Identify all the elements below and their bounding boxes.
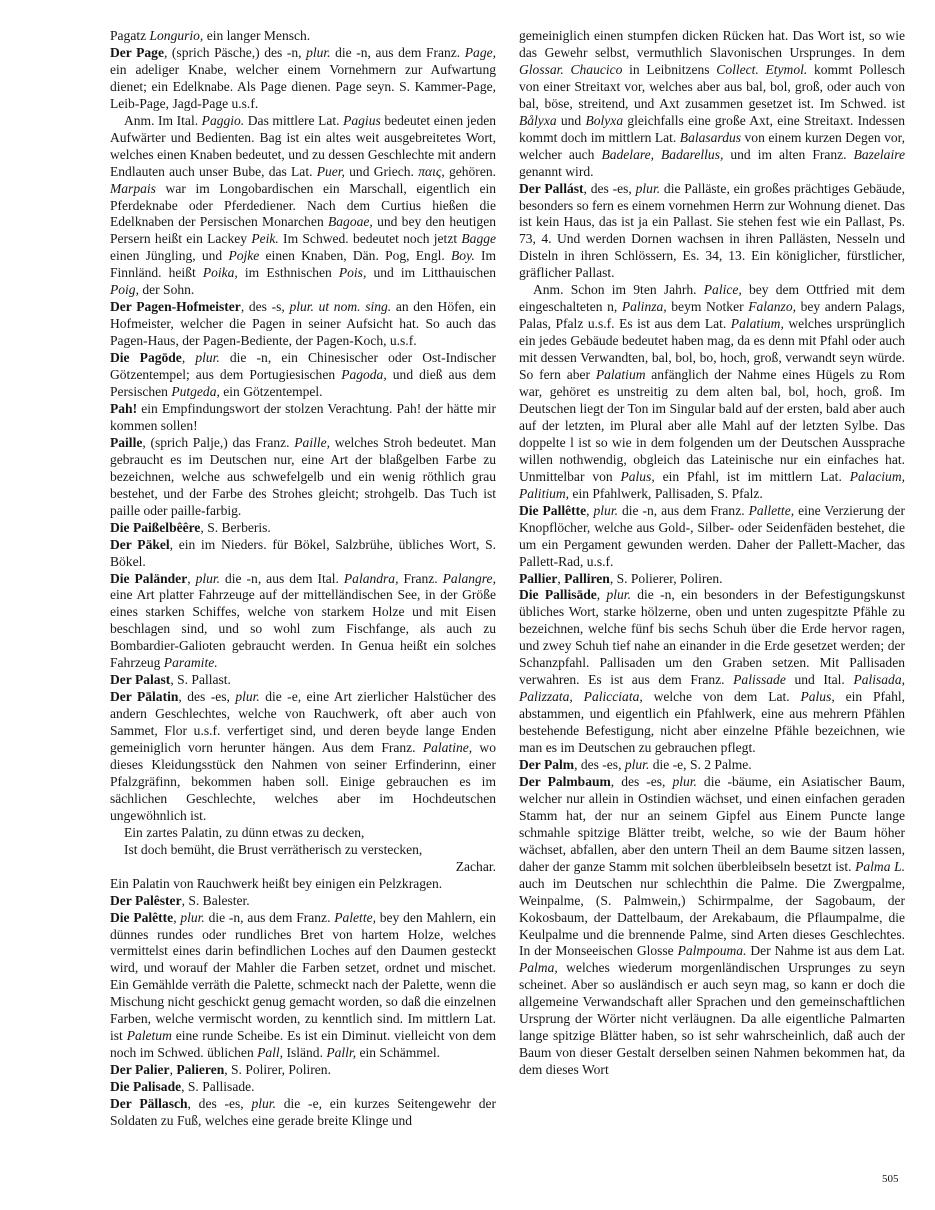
text-run: Der Nahme ist aus dem Lat. xyxy=(746,943,905,959)
dictionary-entry xyxy=(110,45,496,113)
text-run: die -n, ein Chinesischer oder Ost-Indischer Götzentempel; aus dem Portugiesischen xyxy=(110,350,496,383)
italic-term: Bazelaire xyxy=(853,146,905,162)
text-run: bey andern Palags, Palas, Pfalz u.s.f. Es ist aus dem Lat. xyxy=(519,299,905,332)
italic-term: Pallette, xyxy=(748,502,795,518)
italic-term: plur. xyxy=(672,773,697,789)
italic-term: Bolyxa xyxy=(585,112,624,128)
italic-term: Boy. xyxy=(451,248,475,264)
italic-term: plur. xyxy=(251,1096,276,1112)
text-run: Ist doch bemüht, die Brust verrätherisch zu verstecken, xyxy=(124,841,423,857)
text-run: gleichfalls eine große Axt, eine Streitaxt. Indessen kommt doch im mittlern Lat. xyxy=(519,112,906,145)
italic-term: Palatium, xyxy=(730,316,784,332)
headword: Die Paißelbêêre xyxy=(110,519,201,535)
text-run: Franz. xyxy=(398,570,443,586)
text-run: und bey den heutigen Persern heißt ein Lackey xyxy=(110,214,496,247)
italic-term: Pojke xyxy=(228,248,260,264)
dictionary-entry xyxy=(110,520,496,537)
dictionary-entry xyxy=(110,350,496,401)
headword: Die Pallisāde xyxy=(519,587,597,603)
italic-term: Palice, xyxy=(703,282,742,298)
text-run: bey dem Ottfried mit dem eingeschalteten n, xyxy=(519,282,906,315)
italic-term: plur. xyxy=(180,909,205,925)
text-run: von einem kurzen Degen vor, welcher auch xyxy=(519,129,906,162)
italic-term: plur. xyxy=(195,350,220,366)
italic-term: Palette, xyxy=(334,909,376,925)
italic-term: Palatium xyxy=(595,367,646,383)
text-run: und Ital. xyxy=(785,672,854,688)
etymology-note xyxy=(110,113,496,299)
headword: Der Pallást xyxy=(519,180,584,196)
dictionary-entry xyxy=(110,1079,496,1096)
text-run: und dieß aus dem Persischen xyxy=(110,367,497,400)
text-run: und Griech. xyxy=(344,163,419,179)
italic-term: Palacium, Palitium, xyxy=(519,468,905,501)
text-run: welches wiederum morgenländischen Ursprunges zu seyn scheinet. Aber so ausländisch er auch seyn mag, so kann er doch die allgemeine Verwandschaft aller Sprachen und den gemeinschaftlichen Ursprung der Wörter nicht verläugnen. Da alle eigentliche Palmarten lange spitzige Blätter haben, so ist sehr wahrscheinlich, daß auch der Baum von dieser Gestalt derselben seinen Nahmen bekommen hat, da dem dieses Wort xyxy=(519,960,905,1078)
italic-term: Palissade xyxy=(733,672,786,688)
headword: Der Palmbaum xyxy=(519,773,611,789)
text-run: ein Pfahl, ist im mittlern Lat. xyxy=(654,468,850,484)
headword: Paille xyxy=(110,434,143,450)
dictionary-entry xyxy=(110,537,496,571)
italic-term: Palus, xyxy=(800,689,835,705)
dictionary-entry xyxy=(110,672,496,689)
italic-term: Paille, xyxy=(294,434,331,450)
italic-term: παις xyxy=(418,163,442,179)
text-run: ein Empfindungswort der stolzen Verachtung. Pah! der hätte mir kommen sollen! xyxy=(110,400,496,433)
text-run: ein Pfahlwerk, Pallisaden, S. Pfalz. xyxy=(569,485,763,501)
dictionary-entry xyxy=(110,571,496,673)
text-run: und xyxy=(556,112,586,128)
text-run: beym Notker xyxy=(666,299,749,315)
italic-term: Paggio. xyxy=(201,112,245,128)
text-run: und im alten Franz. xyxy=(723,146,854,162)
text-run: ein Götzentempel. xyxy=(219,384,323,400)
dictionary-entry xyxy=(519,587,905,757)
text-run: , des -es, xyxy=(187,1096,252,1112)
quote-attribution xyxy=(110,859,496,876)
italic-term: Pagoda, xyxy=(341,367,387,383)
italic-term: plur. ut nom. sing. xyxy=(289,299,392,315)
headword: Der Pagen-Hofmeister xyxy=(110,299,241,315)
text-run: Pagatz xyxy=(110,28,150,43)
text-run: die -bäume, ein Asiatischer Baum, welcher nur allein in Ostindien wächset, und einen einfachen geraden Stamm hat, der nur an seinem Gipfel aus Einem Puncte lange schmahle spitzige Blätter treibt, welche, so wie der Baum höher wächset, abfallen, aber den untern Theil an dem Baume sitzen lassen, daher der ganze Stamm mit solchen überbleibseln besetzt ist. xyxy=(519,773,905,874)
headword: Die Pallêtte xyxy=(519,502,587,518)
italic-term: Palangre, xyxy=(442,570,496,586)
italic-term: Balasardus xyxy=(679,129,742,145)
italic-term: Pois, xyxy=(338,265,367,281)
italic-term: Putgeda, xyxy=(171,384,220,400)
italic-term: plur. xyxy=(635,180,661,196)
text-run: wo dieses Kleidungsstück den Nahmen von seiner Erfinderinn, einer Pfalzgräfinn, bekommen haben soll. Einige gebrauchen es im sächlichen Geschlechte, welches aber im Hochdeutschen ungewöhnlich ist. xyxy=(110,740,496,823)
text-run: die -n, aus dem Franz. xyxy=(617,502,749,518)
italic-term: Palisada, Palizzata, Palicciata, xyxy=(519,672,905,705)
headword: Die Palêtte xyxy=(110,909,174,925)
text-run: die -n, ein besonders in der Befestigungskunst übliches Wort, starke hölzerne, oben und unten zugespitzte Pfähle zu bezeichnen, welche fünf bis sechs Schuh über die Erde hervor ragen, und zwey Schuh tief nahe an einander in die Erde gesetzet werden; der Schanzpfahl. Pallisaden um den Graben setzen. Mit Pallisaden verwahren. Es ist aus dem Franz. xyxy=(519,587,905,688)
dictionary-entry xyxy=(110,401,496,435)
text-run: bey den Mahlern, ein dünnes rundes oder rundliches Bret von hartem Holze, welches vermittelst eines darin befindlichen Loches auf den Daumen gesteckt wird, und worauf der Mahler die Farben setzet, ordnet und mischet. Ein Gemählde verräth die Palette, schmeckt nach der Palette, wenn die Mischung nicht geschickt genug gemacht worden, so daß die einzelnen Farben, welche vermischt worden, zu kenntlich sind. Im mittlern Lat. ist xyxy=(110,909,497,1044)
headword: Der Pällasch xyxy=(110,1096,188,1112)
italic-term: Pall, xyxy=(257,1045,284,1061)
dictionary-entry xyxy=(519,503,905,571)
italic-term: Palinza, xyxy=(621,299,667,315)
text-run: , S. Pallisade. xyxy=(181,1079,255,1095)
headword: Die Palisade xyxy=(110,1079,182,1095)
text-run: , (sprich Palje,) das Franz. xyxy=(142,434,295,450)
dictionary-entry xyxy=(519,757,905,774)
text-run: Das mittlere Lat. xyxy=(244,112,344,128)
headword: Der Pālatin xyxy=(110,689,179,705)
italic-term: Poig, xyxy=(110,282,139,298)
italic-term: Palma, xyxy=(519,960,558,976)
italic-term: Pallr, xyxy=(326,1045,357,1061)
text-run: , xyxy=(557,570,565,586)
text-run: genannt wird. xyxy=(519,163,594,179)
italic-term: Longurio, xyxy=(149,28,204,43)
dictionary-entry xyxy=(110,1062,496,1079)
page-number: 505 xyxy=(882,1173,899,1185)
text-run: die -n, aus dem Franz. xyxy=(204,909,335,925)
text-run: kommt Pollesch von einer Streitaxt vor, welches aber aus bal, bol, groß, oder auch von bal, böse, streitend, und Axt zusammen gesetzet ist. Im Schwed. ist xyxy=(519,61,905,111)
text-run: , xyxy=(596,587,607,603)
headword: Palliren xyxy=(564,570,610,586)
text-run: , gehören. xyxy=(441,163,496,179)
text-run: Isländ. xyxy=(283,1045,327,1061)
italic-term: Pagius xyxy=(343,112,381,128)
text-run: auch im Deutschen nur schlechthin die Palme. Die Zwergpalme, Weinpalme, (S. Palmwein,) Schirmpalme, der Sagobaum, der Kokosbaum, der Dattelbaum, der Arekabaum, die Pflaumpalme, die Keulpalme und die brennende Palme, sind Arten dieses Geschlechtes. In der Monseeischen Glosse xyxy=(519,875,905,959)
dictionary-entry xyxy=(519,181,905,283)
italic-term: Badelare, Badarellus, xyxy=(601,146,724,162)
text-run: eine runde Scheibe. Es ist ein Diminut. vielleicht von dem noch im Schwed. üblichen xyxy=(110,1028,496,1061)
text-run: bedeutet einen jeden Aufwärter und Bedienten. Bag ist ein altes weit ausgebreitetes Wort, welches einen Knaben bedeutet, und zu dessen Geschlechte mit andern Endlauten auch unser Bube, das Lat. xyxy=(110,112,497,179)
text-run: , des -es, xyxy=(574,756,625,772)
italic-term: plur. xyxy=(235,689,260,705)
italic-term: plur. xyxy=(593,502,618,518)
headword: Pah! xyxy=(110,400,138,416)
italic-term: Puer, xyxy=(316,163,345,179)
headword: Der Page xyxy=(110,44,164,60)
text-run: anfänglich der Nahme eines Hügels zu Rom war, gehöret es unstreitig zu dem alten bal, bol, hoch, groß. Im Deutschen liegt der Ton im Singular bald auf der ersten, bald aber auch auf der letzten, im Plural aber alle Mahl auf der letzten Sylbe. Das doppelte l ist so wie in dem folgenden um der Deutschen Aussprache willen nothwendig, obgleich das Lateinische nur ein einfaches hat. Unmittelbar von xyxy=(519,367,906,484)
text-run: , S. Polirer, Poliren. xyxy=(224,1062,331,1078)
text-run: , xyxy=(173,909,181,925)
italic-term: plur. xyxy=(606,587,631,603)
text-run: und im Litthauischen xyxy=(366,265,496,281)
text-run: Ein Palatin von Rauchwerk heißt bey einigen ein Pelzkragen. xyxy=(110,875,443,891)
text-run: , xyxy=(187,570,196,586)
headword: Die Paländer xyxy=(110,570,188,586)
italic-term: Palma L. xyxy=(855,858,905,874)
text-run: , xyxy=(169,1062,177,1078)
text-run: die -e, eine Art zierlicher Halstücher des andern Geschlechtes, welche von Rauchwerk, oft aber auch von Sammet, Flor u.s.f. verfertiget sind, und deren beyde lange Enden gemeiniglich vorn herunter hängen. Aus dem Franz. xyxy=(110,689,496,756)
dictionary-entry xyxy=(110,893,496,910)
text-run: war im Longobardischen ein Marschall, eigentlich ein Pferdeknabe oder Pferdediener. Nach dem Curtius hießen die Edelknaben der Persischen Monarchen xyxy=(110,180,496,230)
text-run: im Esthnischen xyxy=(237,265,339,281)
text-run: die Palläste, ein großes prächtiges Gebäude, besonders so fern es einem vornehmen Herrn zur Wohnung dienet. Das ist kein Haus, das ist ja ein Pallast. Sie stehen fest wie ein Pallast, Ps. 73, 4. Und werden Dornen wachsen in ihren Pallästen, Nesseln und Disteln in ihren Schlössern, Es. 34, 13. Ein königlicher, fürstlicher, gräflicher Pallast. xyxy=(519,180,905,281)
continued-text xyxy=(110,876,496,893)
text-run: in Leibnitzens xyxy=(622,61,717,77)
column-left xyxy=(110,28,496,1130)
column-right xyxy=(519,28,905,1079)
headword: Pallier xyxy=(519,570,558,586)
headword: Der Palêster xyxy=(110,892,182,908)
italic-term: Falanzo, xyxy=(748,299,796,315)
italic-term: Bagge xyxy=(461,231,497,247)
italic-term: Poika, xyxy=(202,265,238,281)
etymology-note xyxy=(519,282,905,502)
dictionary-entry xyxy=(110,689,496,825)
italic-term: Palatine, xyxy=(422,740,473,756)
italic-term: Marpais xyxy=(110,180,156,196)
text-run: gemeiniglich einen stumpfen dicken Rücken hat. Das Wort ist, so wie das Gewehr selbst, vermuthlich Slavonischen Ursprunges. In dem xyxy=(519,28,905,60)
text-run: , des -es, xyxy=(178,689,236,705)
text-run: Anm. Im Ital. xyxy=(124,112,202,128)
italic-term: Palandra, xyxy=(343,570,399,586)
text-run: , des -es, xyxy=(610,773,673,789)
italic-term: Paletum xyxy=(126,1028,172,1044)
dictionary-entry xyxy=(110,435,496,520)
text-run: ein langer Mensch. xyxy=(203,28,311,43)
text-run: Ein zartes Palatin, zu dünn etwas zu decken, xyxy=(124,824,365,840)
text-run: , xyxy=(586,502,594,518)
text-run: , S. Berberis. xyxy=(200,519,271,535)
text-run: Im Schwed. bedeutet noch jetzt xyxy=(278,231,462,247)
text-run: , des -es, xyxy=(583,180,636,196)
text-run: , S. Balester. xyxy=(181,892,250,908)
text-run: eine Art platter Fahrzeuge auf der mittelländischen See, in der Größe eines starken Schiffes, welche von starkem Holze und mit Eisen beschlagen sind, und so wohl zum Fischfange, als auch zu Bombardier-Galioten gebraucht werden. In Genua heißt ein solches Fahrzeug xyxy=(110,587,496,671)
text-run: , S. Polierer, Poliren. xyxy=(609,570,723,586)
dictionary-entry xyxy=(110,299,496,350)
continued-text xyxy=(110,28,496,45)
italic-term: Peik. xyxy=(251,231,279,247)
text-run: , S. Pallast. xyxy=(170,672,231,688)
text-run: Zachar. xyxy=(455,858,496,874)
text-run: die -n, aus dem Franz. xyxy=(330,44,465,60)
italic-term: Paramite. xyxy=(163,655,218,671)
verse-line xyxy=(110,825,496,842)
text-run: die -n, aus dem Ital. xyxy=(220,570,344,586)
headword: Palieren xyxy=(176,1062,225,1078)
text-run: ein Schämmel. xyxy=(356,1045,440,1061)
text-run: Im Finnländ. heißt xyxy=(110,248,497,281)
text-run: , ein im Nieders. für Bökel, Salzbrühe, übliches Wort, S. Bökel. xyxy=(110,536,496,569)
text-run: welches ursprünglich ein jedes Gebäude bedeutet haben mag, da es denn mit Pfahl oder auch mit dessen Verwandten, bal, bol, bo, hoch, groß, verwandt seyn würde. So fern aber xyxy=(519,316,905,383)
text-run: , xyxy=(181,350,196,366)
text-run: eine Verzierung der Knopflöcher, welche aus Gold-, Silber- oder Seidenfäden bestehet, die um ein Pergament gewunden werden. Daher der Pallett-Macher, das Pallett-Rad, u.s.f. xyxy=(519,502,906,569)
text-run: der Sohn. xyxy=(138,282,195,298)
text-run: , (sprich Päsche,) des -n, xyxy=(163,44,307,60)
headword: Der Palier xyxy=(110,1062,170,1078)
text-run: welches Stroh bedeutet. Man gebraucht es im Deutschen nur, eine Art der blaßgelben Farbe zu bezeichnen, welche aus schwefelgelb und ein wenig röthlich grau bestehet, und der Farbe des Strohes gleicht; strohgelb. Das Tuch ist paille oder paille-farbig. xyxy=(110,434,497,518)
verse-line xyxy=(110,842,496,859)
dictionary-entry xyxy=(110,1096,496,1130)
italic-term: Bålyxa xyxy=(519,112,557,128)
headword: Die Pagōde xyxy=(110,350,182,366)
italic-term: Palmpouma. xyxy=(677,943,747,959)
headword: Der Palast xyxy=(110,672,171,688)
text-run: einen Jüngling, und xyxy=(110,248,229,264)
italic-term: Collect. Etymol. xyxy=(716,61,808,77)
italic-term: plur. xyxy=(624,756,650,772)
italic-term: Bagoae, xyxy=(328,214,373,230)
italic-term: Glossar. Chaucico xyxy=(519,61,623,77)
italic-term: Palus, xyxy=(620,468,655,484)
text-run: , des -s, xyxy=(240,299,290,315)
italic-term: plur. xyxy=(195,570,221,586)
text-run: einen Knaben, Dän. Pog, Engl. xyxy=(259,248,452,264)
text-run: an den Höfen, ein Hofmeister, welcher die Pagen in seiner Aufsicht hat. So auch das Pagen-Haus, der Pagen-Bediente, der Pagen-Koch, u.s.f. xyxy=(110,299,496,349)
text-run: ein Pfahl, abstammen, und eigentlich ein Pfahlwerk, eine aus mehrern Pfählen bestehende Befestigung, nicht aber einzelne Pfähle bezeichnen, wie man es im Deutschen zu gebrauchen pflegt. xyxy=(519,689,906,756)
headword: Der Päkel xyxy=(110,536,170,552)
text-run: die -e, ein kurzes Seitengewehr der Soldaten zu Fuß, welches eine gerade breite Klinge und xyxy=(110,1096,496,1128)
dictionary-entry xyxy=(110,910,496,1063)
text-run: ein adeliger Knabe, welcher einem Vornehmern zur Aufwartung dienet; ein Edelknabe. Als Page dienen. Page seyn. S. Kammer-Page, Leib-Page, Jagd-Page u.s.f. xyxy=(110,61,496,111)
text-run: Anm. Schon im 9ten Jahrh. xyxy=(533,282,704,298)
text-run: welche von dem Lat. xyxy=(642,689,801,705)
headword: Der Palm xyxy=(519,756,575,772)
text-run: die -e, S. 2 Palme. xyxy=(649,756,752,772)
italic-term: Page, xyxy=(464,44,496,60)
continued-text xyxy=(519,28,905,181)
italic-term: plur. xyxy=(306,44,331,60)
dictionary-entry xyxy=(519,774,905,1079)
dictionary-entry xyxy=(519,571,905,588)
